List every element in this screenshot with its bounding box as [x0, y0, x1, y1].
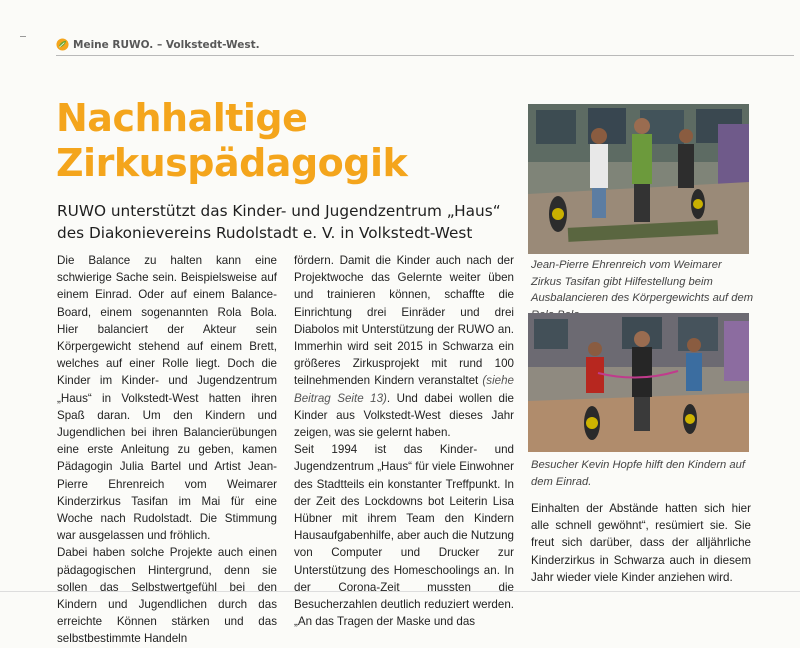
title-line-2: Zirkuspädagogik: [56, 141, 408, 185]
article-subtitle: [57, 200, 527, 244]
body-paragraph: [294, 252, 514, 441]
subtitle-line-1: RUWO unterstützt das Kinder- und Jugendzentrum „Haus“: [57, 202, 501, 220]
page-reference: (siehe Beitrag Seite 13): [294, 374, 514, 405]
article-title: [56, 96, 516, 186]
photo-caption: Besucher Kevin Hopfe hilft den Kindern auf dem Einrad.: [531, 459, 745, 488]
body-column-2: [294, 252, 514, 630]
body-paragraph: Seit 1994 ist das Kinder- und Jugendzentrum „Haus“ für viele Einwohner des Stadtteils ein konstanter Treffpunkt. In der Zeit des Lockdowns bot Leiterin Lisa Hübner mit ihrem Team den Kindern Hausaufgabenhilfe, aber auch die Nutzung von Computer und Drucker zur Unterstützung des Homeschoolings an. In der Corona-Zeit mussten die Besucherzahlen deutlich reduziert werden. „An das Tragen der Maske und das: [294, 443, 514, 629]
runner-text: Meine RUWO. – Volkstedt-West.: [73, 38, 260, 51]
subtitle-line-2: des Diakonievereins Rudolstadt e. V. in Volkstedt-West: [57, 224, 473, 242]
body-text: . Und dabei wollen die Kinder aus Volkstedt-West dieses Jahr zeigen, was sie gelernt haben.: [294, 391, 514, 440]
body-paragraph: Einhalten der Abstände hatten sich hier alle schnell gewöhnt“, resümiert sie. Sie freut sich darüber, dass der alljährliche Kinderzirkus in Schwarza auch in diesem Jahr wieder viele Kinder anziehen wird.: [531, 502, 751, 584]
body-column-3: [531, 500, 751, 586]
crop-mark: [20, 36, 26, 37]
ruwo-leaf-icon: [56, 38, 69, 51]
section-runner: [56, 38, 260, 51]
body-paragraph: Dabei haben solche Projekte auch einen pädagogischen Hintergrund, denn sie sollen das Selbstwertgefühl bei den Kindern und Jugendlichen durch das erreichte Können stärken und das selbstbestimmte Handeln: [57, 546, 277, 646]
header-rule: [56, 55, 794, 56]
title-line-1: Nachhaltige: [56, 96, 308, 140]
body-paragraph: Die Balance zu halten kann eine schwierige Sache sein. Beispielsweise auf einem Einrad. Oder auf einem Balance-Board, einem sogenannten Rola Bola. Hier balanciert der Akteur sein Körpergewicht stehend auf einem Brett, welches auf einer Rolle liegt. Doch die Kinder im Kinder- und Jugendzentrum „Haus“ in Volkstedt-West hatten ihren Spaß daran. Um den Kindern und Jugendlichen bei ihren Balancierübungen eine erste Anleitung zu geben, kamen Pädagogin Julia Bartel und Artist Jean-Pierre Ehrenreich vom Weimarer Kinderzirkus Tasifan im Mai für eine Woche nach Rudolstadt. Die Stimmung war ausgelassen und fröhlich.: [57, 254, 277, 543]
body-text: fördern. Damit die Kinder auch nach der Projektwoche das Gelernte weiter üben und trainieren können, schaffte die Einrichtung drei Einräder und drei Diabolos mit Unterstützung der RUWO an. Immerhin wird seit 2015 in Schwarza ein größeres Zirkusprojekt mit rund 100 teilnehmenden Kindern veranstaltet: [294, 254, 514, 388]
photo-unicycle: [528, 313, 749, 452]
photo-rola-bola: [528, 104, 749, 254]
body-column-1: [57, 252, 277, 648]
photo-caption: Jean-Pierre Ehrenreich vom Weimarer Zirkus Tasifan gibt Hilfestellung beim Ausbalancieren des Körpergewichts auf dem: [531, 259, 754, 304]
footer-rule: [0, 591, 800, 592]
photo-unicycle-image: [528, 313, 749, 452]
photo-rola-bola-image: [528, 104, 749, 254]
